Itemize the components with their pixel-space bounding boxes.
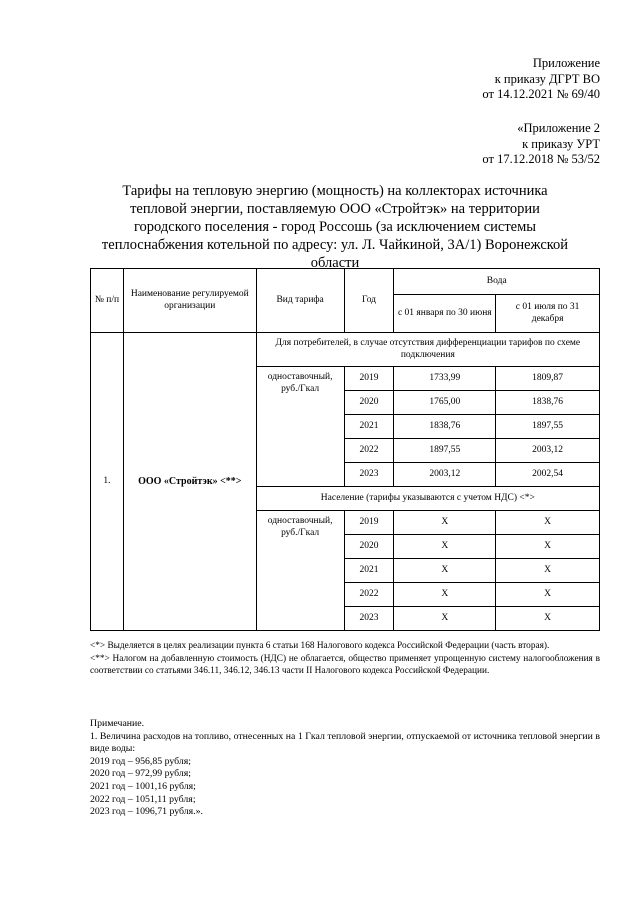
tariff-value: 1897,55 [394, 439, 496, 463]
appendix-label: Приложение [532, 56, 600, 70]
year-cell: 2020 [344, 391, 394, 415]
tariff-value: Х [394, 583, 496, 607]
section2-title: Население (тарифы указываются с учетом НДС) <*> [256, 487, 599, 511]
tariff-value: Х [394, 559, 496, 583]
tariff-value: 2002,54 [496, 463, 600, 487]
header-tariff-type: Вид тарифа [256, 269, 344, 333]
tariff-value: 2003,12 [394, 463, 496, 487]
year-cell: 2019 [344, 511, 394, 535]
year-cell: 2022 [344, 583, 394, 607]
header-org: Наименование регулируемой организации [123, 269, 256, 333]
header-num: № п/п [91, 269, 124, 333]
header-period1: с 01 января по 30 июня [394, 295, 496, 333]
appendix2-label: «Приложение 2 [517, 121, 600, 135]
header-year: Год [344, 269, 394, 333]
tariff-value: 1765,00 [394, 391, 496, 415]
document-title: Тарифы на тепловую энергию (мощность) на коллекторах источника тепловой энергии, поставляемую ООО «Стройтэк» на территории городского поселения - город Россошь (за исключением системы теплоснабжения котельной по адресу: ул. Л. Чайкиной, 3А/1) Воронежской области [101, 183, 569, 271]
year-cell: 2020 [344, 535, 394, 559]
year-cell: 2021 [344, 559, 394, 583]
tariff-value: Х [394, 607, 496, 631]
fuel-cost-line: 2021 год – 1001,16 рубля; [90, 780, 196, 792]
fuel-cost-line: 2020 год – 972,99 рубля; [90, 768, 192, 780]
year-cell: 2023 [344, 607, 394, 631]
table-header-row [91, 269, 600, 295]
section1-tariff-type: одноставочный, руб./Гкал [256, 367, 344, 487]
header-water: Вода [394, 269, 600, 295]
tariff-value: Х [496, 559, 600, 583]
year-cell: 2019 [344, 367, 394, 391]
organization-name: ООО «Стройтэк» <**> [123, 333, 256, 631]
order-date: от 14.12.2021 № 69/40 [482, 87, 600, 101]
section1-title: Для потребителей, в случае отсутствия дифференциации тарифов по схеме подключения [256, 333, 599, 367]
tariff-value: Х [496, 583, 600, 607]
tariff-value: Х [394, 535, 496, 559]
row-number: 1. [91, 333, 124, 631]
footnote-vat-allocation: <*> Выделяется в целях реализации пункта 6 статьи 168 Налогового кодекса Российской Федерации (часть вторая). [90, 641, 550, 651]
year-cell: 2021 [344, 415, 394, 439]
footnotes [90, 640, 600, 678]
tariff-value: 1733,99 [394, 367, 496, 391]
order-reference: к приказу ДГРТ ВО [494, 71, 600, 86]
tariff-value: Х [394, 511, 496, 535]
order2-date: от 17.12.2018 № 53/52 [482, 152, 600, 166]
appendix-header [482, 56, 600, 103]
tariff-table [90, 268, 600, 631]
tariff-value: 2003,12 [496, 439, 600, 463]
tariff-value: 1809,87 [496, 367, 600, 391]
fuel-cost-line: 2019 год – 956,85 рубля; [90, 755, 192, 767]
tariff-value: 1838,76 [394, 415, 496, 439]
tariff-value: Х [496, 535, 600, 559]
footnote-vat-exempt: <**> Налогом на добавленную стоимость (НДС) не облагается, общество применяет упрощенную систему налогообложения в соответствии со статьями 346.11, 346.12, 346.13 части II Налогового кодекса Российской Федерации. [90, 653, 600, 676]
tariff-value: Х [496, 607, 600, 631]
order2-reference: к приказу УРТ [522, 136, 600, 151]
header-period2: с 01 июля по 31 декабря [496, 295, 600, 333]
fuel-cost-line: 2023 год – 1096,71 рубля.». [90, 806, 203, 818]
fuel-cost-line: 2022 год – 1051,11 рубля; [90, 793, 196, 805]
remark-heading: Примечание. [90, 718, 145, 729]
section2-tariff-type: одноставочный, руб./Гкал [256, 511, 344, 631]
year-cell: 2022 [344, 439, 394, 463]
table-row [91, 333, 600, 367]
appendix2-header [482, 121, 600, 168]
year-cell: 2023 [344, 463, 394, 487]
tariff-value: Х [496, 511, 600, 535]
remark-item1: 1. Величина расходов на топливо, отнесенных на 1 Гкал тепловой энергии, отпускаемой от источника тепловой энергии в виде воды: [90, 730, 600, 755]
tariff-value: 1897,55 [496, 415, 600, 439]
tariff-value: 1838,76 [496, 391, 600, 415]
remark-section [90, 718, 600, 819]
